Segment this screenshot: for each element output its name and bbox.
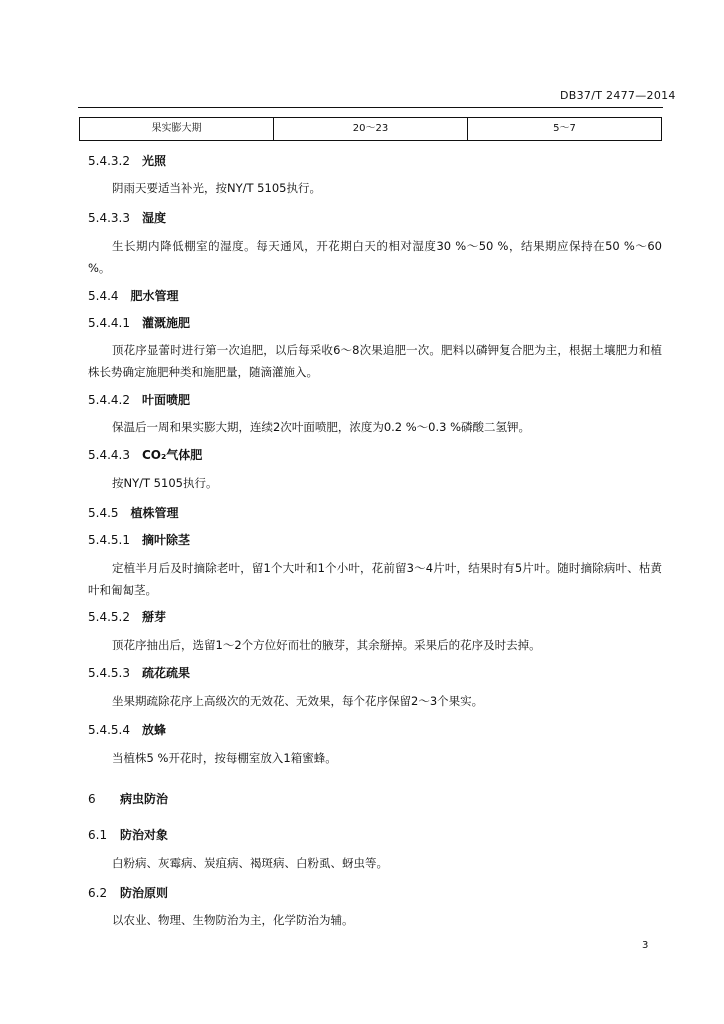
section-title: 防治原则	[120, 886, 169, 900]
section-number: 5.4.3.3	[88, 211, 130, 225]
section-title: 肥水管理	[130, 289, 179, 303]
paragraph-bud-removal: 顶花序抽出后，选留1～2个方位好而壮的腋芽，其余掰掉。采果后的花序及时去掉。	[112, 638, 541, 652]
table-cell-stage: 果实膨大期	[80, 118, 274, 140]
paragraph-targets: 白粉病、灰霉病、炭疽病、褐斑病、白粉虱、蚜虫等。	[112, 856, 388, 870]
section-title: 摘叶除茎	[141, 533, 190, 547]
paragraph-leaf-removal: 定植半月后及时摘除老叶，留1个大叶和1个小叶，花前留3～4片叶，结果时有5片叶。随时摘除病叶、枯黄叶和匍匐茎。	[88, 561, 662, 597]
paragraph-foliar: 保温后一周和果实膨大期，连续2次叶面喷肥，浓度为0.2 %～0.3 %磷酸二氢钾。	[112, 420, 531, 434]
table-cell-value1: 20～23	[274, 118, 468, 140]
section-heading-targets	[88, 826, 168, 843]
header-rule	[78, 107, 663, 108]
section-number: 5.4.4	[88, 289, 119, 303]
section-heading-leaf-removal	[88, 531, 190, 548]
section-title: 防治对象	[120, 828, 169, 842]
paragraph-irrigation: 顶花序显蕾时进行第一次追肥，以后每采收6～8次果追肥一次。肥料以磷钾复合肥为主，根据土壤肥力和植株长势确定施肥种类和施肥量，随滴灌施入。	[88, 343, 662, 379]
section-title: 光照	[141, 154, 166, 168]
section-number: 5.4.5.4	[88, 723, 130, 737]
section-title: 掰芽	[141, 610, 166, 624]
section-heading-irrigation	[88, 314, 190, 331]
section-heading-humidity	[88, 209, 166, 226]
paragraph-lighting: 阴雨天要适当补光，按NY/T 5105执行。	[112, 181, 321, 195]
data-table-row	[79, 117, 662, 141]
section-title: 疏花疏果	[141, 666, 190, 680]
paragraph-principles: 以农业、物理、生物防治为主，化学防治为辅。	[112, 913, 354, 927]
section-title: 放蜂	[141, 723, 166, 737]
section-number: 6.2	[88, 886, 108, 900]
section-heading-foliar	[88, 391, 190, 408]
section-heading-thinning	[88, 664, 190, 681]
section-title: 湿度	[141, 211, 166, 225]
section-number: 5.4.4.1	[88, 316, 130, 330]
section-title: 灌溉施肥	[141, 316, 190, 330]
section-number: 5.4.3.2	[88, 154, 130, 168]
section-number: 6.1	[88, 828, 108, 842]
section-number: 5.4.5.3	[88, 666, 130, 680]
section-number: 5.4.4.3	[88, 448, 130, 462]
section-number: 6	[88, 792, 96, 806]
section-heading-fertilizer-water	[88, 287, 179, 304]
paragraph-bees: 当植株5 %开花时，按每棚室放入1箱蜜蜂。	[112, 751, 337, 765]
section-title: CO₂气体肥	[141, 448, 203, 462]
document-code: DB37/T 2477—2014	[560, 89, 676, 102]
section-heading-bud-removal	[88, 608, 166, 625]
paragraph-thinning: 坐果期疏除花序上高级次的无效花、无效果，每个花序保留2～3个果实。	[112, 694, 484, 708]
section-title: 植株管理	[130, 506, 179, 520]
section-heading-co2	[88, 446, 202, 463]
section-heading-principles	[88, 884, 168, 901]
section-number: 5.4.5.2	[88, 610, 130, 624]
table-cell-value2: 5～7	[553, 123, 576, 134]
section-heading-plant-mgmt	[88, 504, 179, 521]
section-title: 叶面喷肥	[141, 393, 190, 407]
page-number: 3	[642, 940, 649, 951]
section-number: 5.4.4.2	[88, 393, 130, 407]
section-heading-lighting	[88, 152, 166, 169]
section-heading-bees	[88, 721, 166, 738]
section-number: 5.4.5	[88, 506, 119, 520]
section-title: 病虫防治	[120, 792, 169, 806]
paragraph-co2: 按NY/T 5105执行。	[112, 476, 218, 490]
section-heading-pest-control	[88, 790, 168, 807]
paragraph-humidity: 生长期内降低棚室的湿度。每天通风，开花期白天的相对湿度30 %～50 %，结果期应保持在50 %～60 %。	[88, 239, 662, 275]
section-number: 5.4.5.1	[88, 533, 130, 547]
